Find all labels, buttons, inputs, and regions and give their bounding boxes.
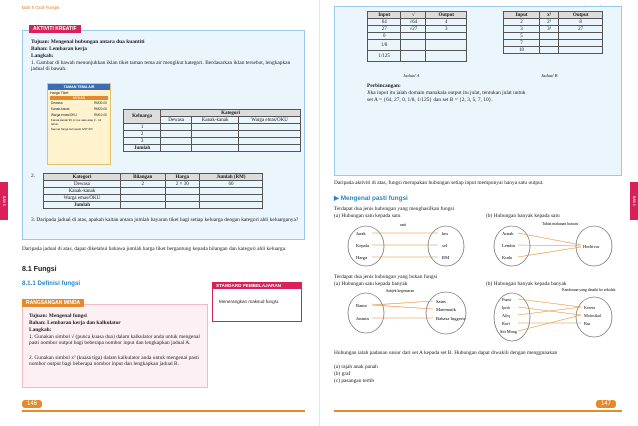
standard-text: Menerangkan maksud fungsi. bbox=[219, 299, 280, 304]
activity-badge: AKTIVITI KREATIF bbox=[29, 25, 81, 33]
summary-left: Daripada jadual di atas, dapat diketahui bahawa jumlah harga tiket bergantung kepada bilangan dan kategori ahli keluarga. bbox=[22, 246, 287, 252]
subcol: Kanak-kanak bbox=[192, 117, 239, 124]
page-number-right: 147 bbox=[596, 400, 616, 408]
set-element: Bahasa Inggeris bbox=[436, 316, 466, 321]
set-element: Fumi bbox=[502, 297, 511, 302]
minda-badge: RANGSANGAN MINDA bbox=[22, 299, 84, 307]
page-number-left: 146 bbox=[22, 400, 42, 408]
ticket-ad-row: Dewasa RM30.00 bbox=[51, 101, 107, 105]
subsection-heading: 8.1.1 Definisi fungsi bbox=[22, 280, 81, 287]
family-category-table bbox=[123, 109, 301, 152]
set-element: Jarak bbox=[356, 231, 366, 236]
activity-steps-label: Langkah: bbox=[31, 53, 54, 59]
ticket-ad-row: Kanak-kanak RM20.00 bbox=[51, 107, 107, 111]
set-element: Ipoh bbox=[502, 305, 510, 310]
table-row: 3 3³ 27 bbox=[504, 26, 603, 33]
ticket-ad-note: Semua harga termasuk GST 6% bbox=[51, 127, 93, 132]
set-element: Jasmin bbox=[356, 316, 369, 321]
set-element: Rania bbox=[356, 303, 367, 308]
right-page bbox=[319, 0, 638, 426]
table-row: 1 bbox=[124, 124, 301, 131]
header-left: Bab 8 Graf Fungsi bbox=[22, 5, 60, 10]
mengenal-heading: ▶ Mengenal pasti fungsi bbox=[334, 195, 408, 202]
set-element: Kereta bbox=[584, 305, 596, 310]
table-a-caption: Jadual A bbox=[403, 73, 420, 78]
closing-item: (a) rajah anak panah bbox=[334, 364, 378, 370]
discussion-text1: Jika input itu ialah domain manakala output itu julat, tentukan julat untuk bbox=[367, 90, 526, 96]
standard-badge: STANDARD PEMBELAJARAN bbox=[212, 282, 302, 289]
minda-materials: Bahan: Lembaran kerja dan kalkulator bbox=[29, 320, 121, 326]
table-row: 27 √27 3 bbox=[368, 26, 467, 33]
table-row: 3 bbox=[124, 138, 301, 145]
fungsi-a-label: (a) Hubungan satu kepada satu bbox=[334, 213, 401, 219]
set-element: Afiq bbox=[502, 313, 510, 318]
relation-label: Kenderaan yang dinaiki ke sekolah bbox=[562, 288, 616, 292]
bukan-b-label: (b) Hubungan banyak kepada banyak bbox=[486, 281, 567, 287]
set-element: Lembu bbox=[502, 243, 516, 248]
set-element: Motosikal bbox=[584, 313, 601, 318]
ticket-ad-subtitle: Harga Tiket bbox=[50, 91, 69, 95]
activity-step3: 3. Daripada jadual di atas, apakah kaitan antara jumlah bayaran tiket bagi setiap keluarga dengan kategori ahli keluarganya? bbox=[31, 217, 299, 223]
set-element: Matematik bbox=[436, 307, 456, 312]
activity-box bbox=[22, 26, 305, 240]
chapter-tab-right: BAB 8 bbox=[630, 182, 638, 220]
closing-text: Hubungan ialah padanan unsur dari set A kepada set B. Hubungan dapat diwakili dengan menggunakan bbox=[334, 350, 558, 356]
footer-line-right bbox=[334, 410, 622, 412]
ticket-ad-title: TAMAN TEMA AIR bbox=[48, 84, 110, 90]
activity-step2: 2. bbox=[31, 173, 36, 179]
col-family: Keluarga bbox=[124, 110, 161, 124]
set-element: Arnab bbox=[502, 231, 514, 236]
closing-item: (c) pasangan tertib bbox=[334, 378, 375, 384]
table-row: Jumlah bbox=[44, 202, 263, 209]
minda-step2: 2. Gunakan simbol x³ (kuasa tiga) dalam kalkulator anda untuk mengenal pasti nombor output bagi beberapa nombor input dan lengkapkan jadual B. bbox=[29, 355, 199, 368]
set-element: Siti Mong bbox=[500, 329, 517, 334]
closing-item: (b) graf bbox=[334, 371, 351, 377]
discussion-title: Perbincangan: bbox=[367, 83, 401, 89]
table-b: Input x³ Output 2 2³ 8 3 3³ 27 5 7 10 bbox=[503, 11, 603, 54]
table-row: 64 √64 4 bbox=[368, 19, 467, 26]
relation-label: unit bbox=[400, 222, 407, 227]
standard-box bbox=[212, 282, 302, 322]
col-category: Kategori bbox=[161, 110, 301, 117]
table-row: Kanak-kanak bbox=[44, 188, 263, 195]
set-element: Ravi bbox=[502, 321, 510, 326]
summary-right: Daripada aktiviti di atas, fungsi merupakan hubungan setiap input mempunyai hanya satu output. bbox=[334, 180, 544, 186]
table-row: Dewasa 2 2 × 30 60 bbox=[44, 181, 263, 188]
minda-steps-label: Langkah: bbox=[29, 327, 52, 333]
diagram-many-to-many bbox=[484, 287, 624, 343]
table-row: 7 bbox=[504, 40, 603, 47]
table-row: 2 bbox=[124, 131, 301, 138]
minda-step1: 1. Gunakan simbol √ (punca kuasa dua) dalam kalkulator anda untuk mengenal pasti nombor output bagi beberapa nombor input dan lengkapkan jadual A. bbox=[29, 334, 200, 347]
set-element: Bas bbox=[584, 321, 591, 326]
footer-line-left bbox=[22, 410, 305, 412]
table-row: 0 bbox=[368, 33, 467, 40]
set-element: km bbox=[442, 231, 448, 236]
minda-goal: Tujuan: Mengenal fungsi bbox=[29, 313, 87, 319]
set-element: sel bbox=[442, 243, 448, 248]
activity-goal: Tujuan: Mengenal hubungan antara dua kuantiti bbox=[31, 39, 145, 45]
set-element: RM bbox=[442, 255, 450, 260]
ticket-ad-note: Kanak-kanak 90 cm ke atas atau 3 - 12 tahun bbox=[51, 118, 102, 126]
diagram-many-to-one bbox=[484, 220, 624, 270]
relation-label: Subjek kegemaran bbox=[386, 289, 415, 293]
tables-box bbox=[334, 6, 622, 176]
set-ellipse bbox=[426, 292, 466, 334]
section-heading: 8.1 Fungsi bbox=[22, 266, 57, 273]
ticket-ad-band: MYKAD bbox=[50, 96, 108, 100]
bukan-intro: Terdapat dua jenis hubungan yang bukan fungsi bbox=[334, 274, 438, 280]
subcol: Warga emas/OKU bbox=[239, 117, 301, 124]
relation-label: Tabiat makanan haiwan bbox=[542, 222, 578, 226]
bukan-a-label: (a) Hubungan satu kepada banyak bbox=[334, 281, 408, 287]
set-ellipse bbox=[348, 293, 384, 333]
minda-box bbox=[22, 300, 208, 388]
set-element: Kepala bbox=[356, 243, 370, 248]
subcol: Dewasa bbox=[161, 117, 192, 124]
table-row: Jumlah bbox=[124, 145, 301, 152]
fungsi-intro: Terdapat dua jenis hubungan yang menghasilkan fungsi bbox=[334, 206, 454, 212]
table-row: 10 bbox=[504, 47, 603, 54]
table-row: 1/8 bbox=[368, 40, 467, 51]
set-element: Herbivor bbox=[583, 244, 600, 249]
table-row: 2 2³ 8 bbox=[504, 19, 603, 26]
activity-step1: 1. Gambar di bawah menunjukkan iklan tiket taman tema air mengikut kategori. Berdasarkan iklan tersebut, lengkapkan jadual di bawah. bbox=[31, 60, 291, 73]
discussion-text2: set A = {64, 27, 0, 1/8, 1/125} dan set B = {2, 3, 5, 7, 10}. bbox=[367, 97, 493, 103]
table-row: 1/125 bbox=[368, 51, 467, 62]
set-element: Sains bbox=[436, 299, 446, 304]
price-table: Kategori Bilangan Harga Jumlah (RM) Dewasa 2 2 × 30 60 Kanak-kanak Warga emas/OKU Jumlah bbox=[43, 173, 263, 209]
activity-materials: Bahan: Lembaran kerja bbox=[31, 46, 88, 52]
set-element: Harga bbox=[356, 255, 368, 260]
table-b-caption: Jadual B bbox=[541, 73, 558, 78]
ticket-ad bbox=[47, 83, 111, 165]
diagram-one-to-one bbox=[338, 220, 478, 270]
table-row: Warga emas/OKU bbox=[44, 195, 263, 202]
fungsi-b-label: (b) Hubungan banyak kepada satu bbox=[486, 213, 560, 219]
table-row: 5 bbox=[504, 33, 603, 40]
table-a: Input √ Output 64 √64 4 27 √27 3 0 1/8 1/125 bbox=[367, 11, 467, 62]
diagram-one-to-many bbox=[338, 287, 478, 337]
triangle-icon: ▶ bbox=[334, 195, 339, 202]
chapter-tab-left: BAB 8 bbox=[0, 182, 8, 220]
ticket-ad-row: Warga emas/OKU RM10.00 bbox=[51, 113, 107, 117]
set-element: Kuda bbox=[502, 255, 512, 260]
